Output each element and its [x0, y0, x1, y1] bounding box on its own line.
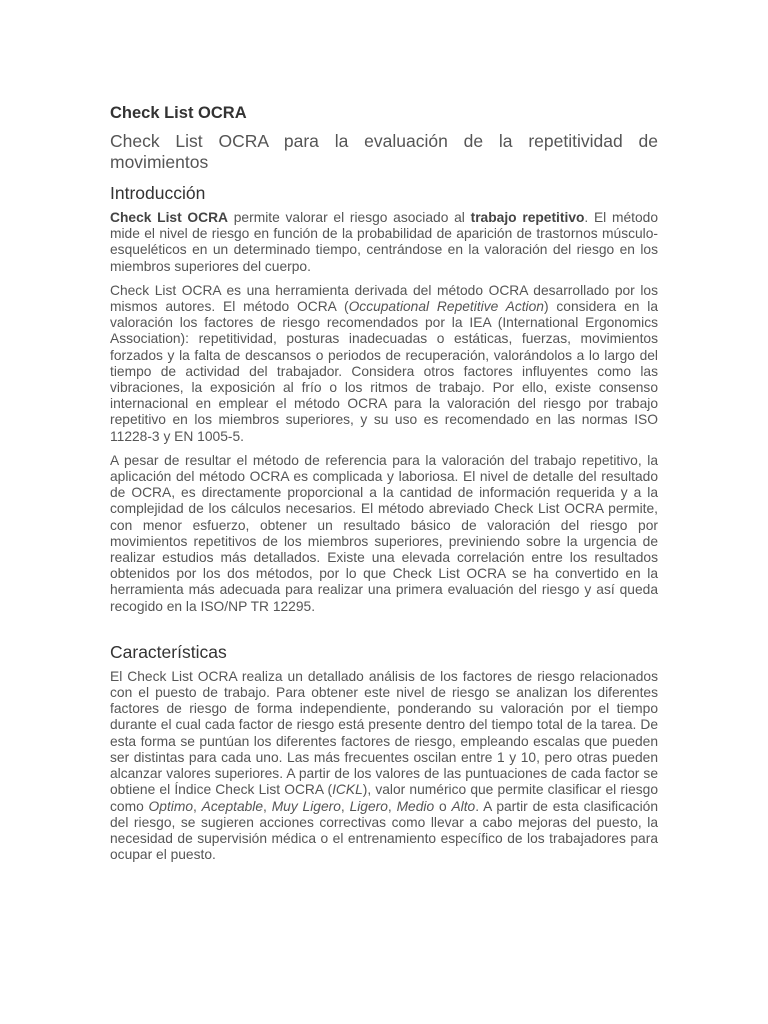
document-subtitle: Check List OCRA para la evaluación de la repetitividad de movimientos [110, 131, 658, 172]
features-italic-medio: Medio [396, 798, 435, 814]
intro-bold-trabajo: trabajo repetitivo [470, 210, 585, 225]
intro-paragraph-3: A pesar de resultar el método de referencia para la valoración del trabajo repetitivo, la aplicación del método OCRA es complicada y laboriosa. El nivel de detalle del resultado de OCRA, es directamente proporcional a la cantidad de información requerida y a la complejidad de los cálculos necesarios. El método abreviado Check List OCRA permite, con menor esfuerzo, obtener un resultado básico de valoración del riesgo por movimientos repetitivos de los miembros superiores, previniendo sobre la urgencia de realizar estudios más detallados. Existe una elevada correlación entre los resultados obtenidos por los dos métodos, por lo que Check List OCRA se ha convertido en la herramienta más adecuada para realizar una primera evaluación del riesgo y así queda recogido en la ISO/NP TR 12295. [110, 452, 658, 614]
features-italic-muy-ligero: Muy Ligero [271, 798, 341, 814]
intro-p2-italic-ocra: Occupational Repetitive Action [348, 299, 544, 315]
intro-p1-text-1: permite valorar el riesgo asociado al [228, 210, 471, 225]
document-page [110, 103, 658, 871]
intro-heading: Introducción [110, 183, 206, 203]
features-sep-5: o [434, 798, 452, 814]
intro-p1-text-2: . El método mide el nivel de riesgo en función de la probabilidad de aparición de trastornos músculo-esqueléticos en un determinado tiempo, centrándose en la valoración del riesgo en los miembros superiores del cuerpo. [110, 210, 658, 274]
intro-paragraph-2 [110, 283, 658, 445]
intro-bold-checklist: Check List OCRA [110, 210, 229, 225]
features-italic-ickl: ICKL [332, 782, 363, 798]
document-title: Check List OCRA [110, 104, 247, 122]
features-sep-4: , [387, 798, 397, 814]
features-sep-2: , [263, 798, 272, 814]
features-paragraph-1 [110, 669, 658, 863]
features-italic-alto: Alto [451, 798, 476, 814]
features-italic-optimo: Optimo [148, 798, 194, 814]
features-italic-aceptable: Aceptable [201, 798, 264, 814]
features-italic-ligero: Ligero [349, 798, 388, 814]
features-text-1: El Check List OCRA realiza un detallado análisis de los factores de riesgo relacionados con el puesto de trabajo. Para obtener este nivel de riesgo se analizan los diferentes factores de riesgo de forma independiente, ponderando su valoración por el tiempo durante el cual cada factor de riesgo está presente dentro del tiempo total de la tarea. De esta forma se puntúan los diferentes factores de riesgo, empleando escalas que pueden ser distintas para cada uno. Las más frecuentes oscilan entre 1 y 10, pero otras pueden alcanzar valores superiores. A partir de los valores de las puntuaciones de cada factor se obtiene el Índice Check List OCRA ( [110, 668, 658, 798]
intro-paragraph-1 [110, 210, 658, 275]
features-text-2: ), valor numérico que permite clasificar el riesgo como [110, 782, 658, 814]
intro-p2-text-2: ) considera en la valoración los factores de riesgo recomendados por la IEA (International Ergonomics Association): repetitividad, posturas inadecuadas o estáticas, fuerzas, movimientos forzados y la falta de descansos o periodos de recuperación, valorándolos a lo largo del tiempo de actividad del trabajador. Considera otros factores influyentes como las vibraciones, la exposición al frío o los ritmos de trabajo. Por ello, existe consenso internacional en emplear el método OCRA para la valoración del riesgo por trabajo repetitivo en los miembros superiores, y su uso es recomendado en las normas ISO 11228-3 y EN 1005-5. [110, 299, 658, 444]
features-heading: Características [110, 641, 227, 662]
features-sep-1: , [193, 798, 202, 814]
features-sep-3: , [340, 798, 350, 814]
features-text-3: . A partir de esta clasificación del riesgo, se sugieren acciones correctivas como llevar a cabo mejoras del puesto, la necesidad de supervisión médica o el entrenamiento específico de los trabajadores para ocupar el puesto. [110, 798, 658, 863]
intro-p2-text-1: Check List OCRA es una herramienta derivada del método OCRA desarrollado por los mismos autores. El método OCRA ( [110, 282, 658, 315]
